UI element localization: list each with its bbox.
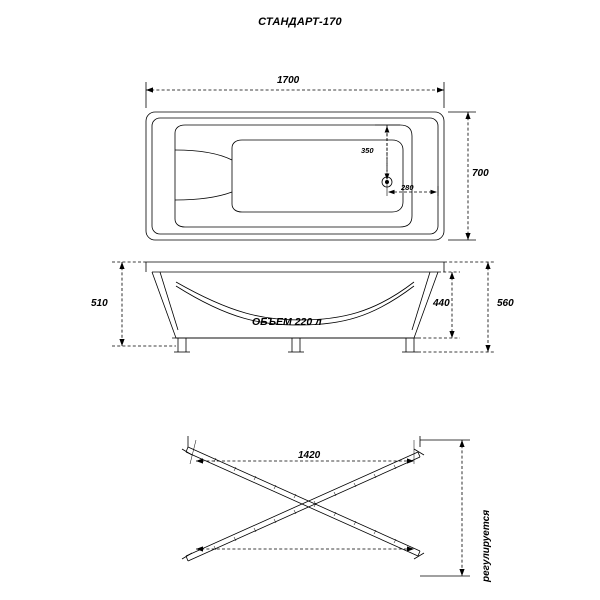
dimension-depth-440: 440: [433, 298, 450, 309]
dimension-drain-280: 280: [401, 183, 414, 192]
dimension-drain-350: 350: [361, 146, 374, 155]
dimension-height-510: 510: [91, 298, 108, 309]
dimension-frame-1420: 1420: [298, 450, 321, 461]
dimension-overall-560: 560: [497, 298, 514, 309]
page-title: СТАНДАРТ-170: [258, 16, 342, 28]
adjustable-label: регулируется: [481, 509, 492, 582]
volume-label: ОБЪЕМ 220 л: [252, 316, 322, 328]
dimension-width-700: 700: [472, 168, 489, 179]
dimension-length-1700: 1700: [277, 75, 300, 86]
